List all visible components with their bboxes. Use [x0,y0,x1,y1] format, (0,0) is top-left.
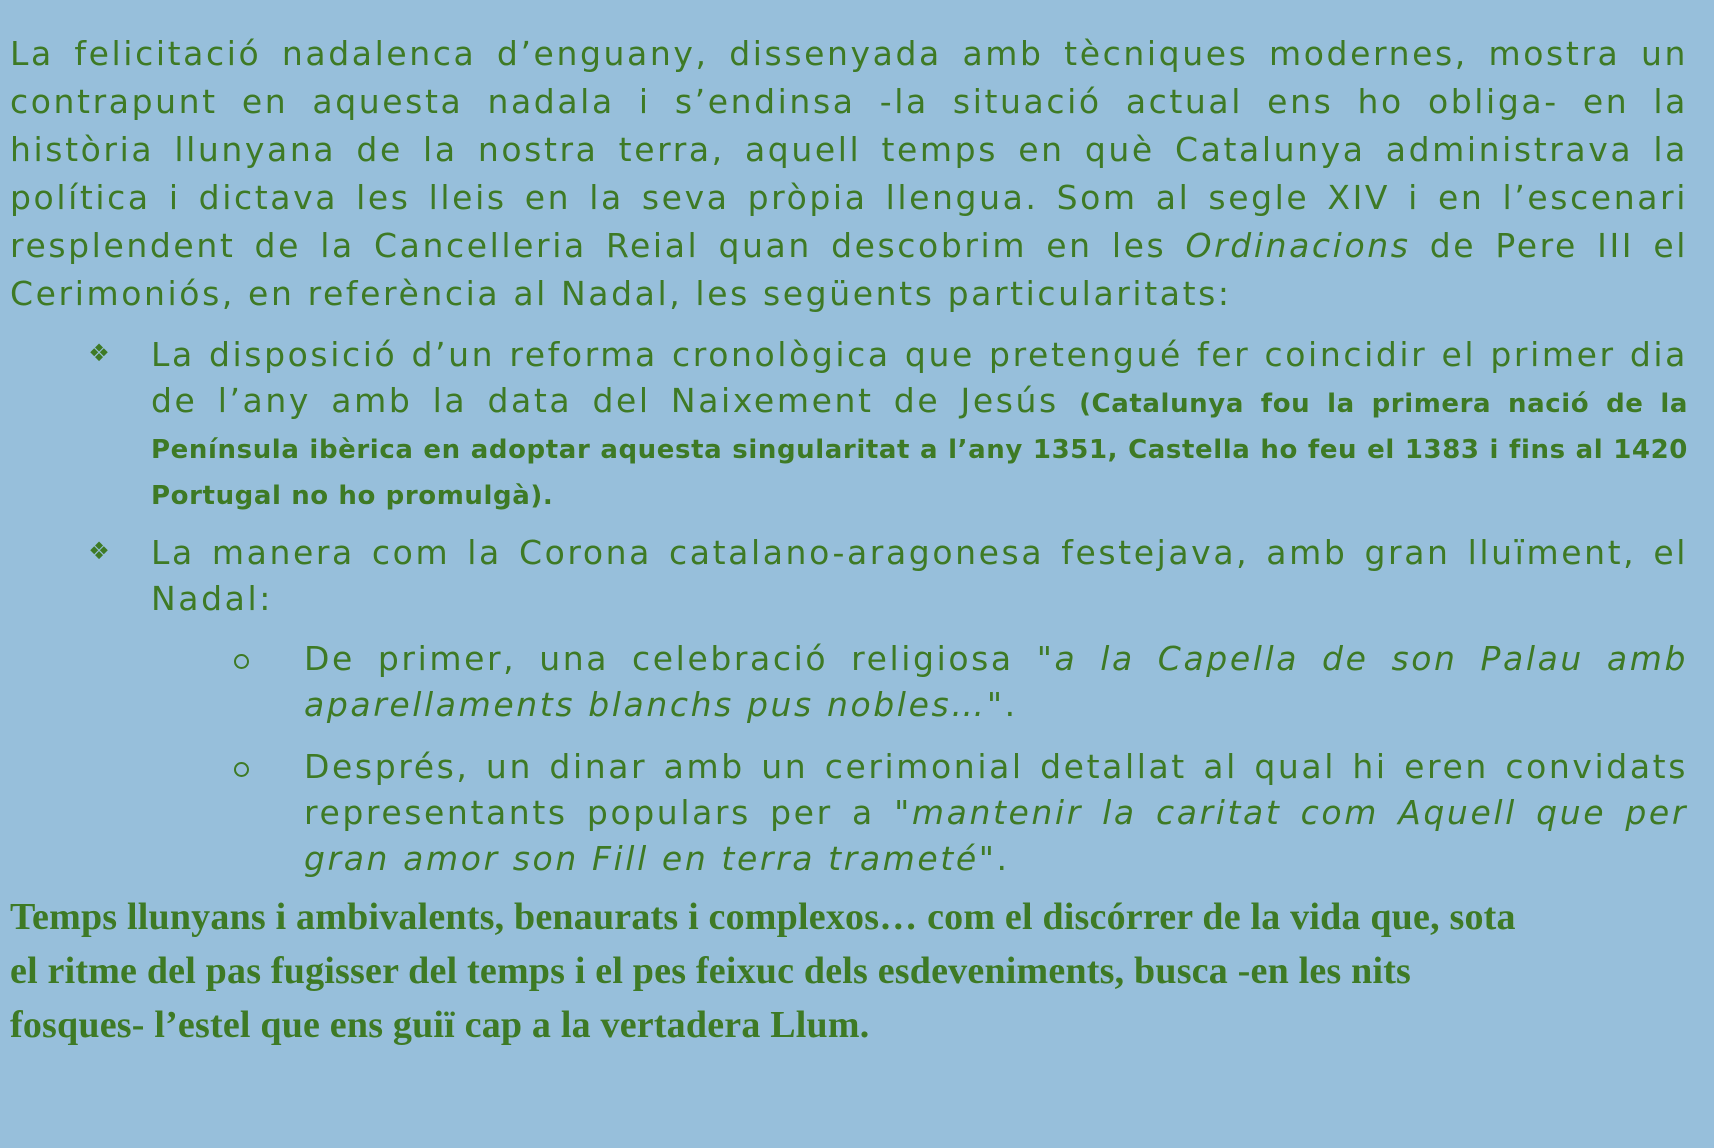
bullet-item-text [151,332,1688,516]
circle-bullet-icon [234,762,249,777]
sub-item-dinner-quote: mantenir la caritat com Aquell que per gran amor son Fill en terra trameté [304,793,1688,878]
diamond-bullet-icon: ❖ [88,537,110,565]
bullet-reform-text: La disposició d’un reforma cronològica que pretengué fer coincidir el primer dia de l’any amb la data del Naixement de Jesús [151,335,1688,420]
circle-bullet-icon [234,654,249,669]
sub-item-dinner-after: ". [978,839,1010,878]
sub-item-text [304,636,1688,728]
sub-item-dinner-before: Després, un dinar amb un cerimonial detallat al qual hi eren convidats representants populars per a " [304,747,1688,832]
bullet-celebration-text: La manera com la Corona catalano-aragonesa festejava, amb gran lluïment, el Nadal: [151,533,1688,618]
sub-item-religious [10,636,1688,728]
bullet-item-reform [10,332,1688,516]
sub-item-religious-before: De primer, una celebració religiosa " [304,639,1055,678]
intro-text-before: La felicitació nadalenca d’enguany, dissenyada amb tècniques modernes, mostra un contrapunt en aquesta nadala i s’endinsa -la situació actual ens ho obliga- en la història llunyana de la nostra terra, aquell temps en què Catalunya administrava la política i dictava les lleis en la seva pròpia llengua. Som al segle XIV i en l’escenari resplendent de la Cancelleria Reial quan descobrim en les [10,34,1688,265]
closing-paragraph: Temps llunyans i ambivalents, benaurats i complexos… com el discórrer de la vida que, sota el ritme del pas fugisser del temps i el pes feixuc dels esdeveniments, busca -en les nits fosques- l’estel que ens guiï cap a la vertadera Llum. [10,896,1516,1046]
intro-paragraph [10,30,1688,318]
intro-italic-title: Ordinacions [1185,226,1411,265]
sub-item-dinner [10,744,1688,882]
bullet-item-celebration [10,530,1688,882]
bullet-list [10,332,1688,882]
sub-item-text [304,744,1688,882]
intro-text-after: de Pere III el Cerimoniós, en referència al Nadal, les següents particularitats: [10,226,1688,313]
sub-item-religious-after: ". [986,685,1018,724]
sub-bullet-list [151,636,1688,882]
diamond-bullet-icon: ❖ [88,339,110,367]
bullet-reform-note: (Catalunya fou la primera nació de la Península ibèrica en adoptar aquesta singularitat a l’any 1351, Castella ho feu el 1383 i fins al 1420 Portugal no ho promulgà). [151,389,1688,511]
sub-item-religious-quote: a la Capella de son Palau amb aparellaments blanchs pus nobles… [304,639,1688,724]
